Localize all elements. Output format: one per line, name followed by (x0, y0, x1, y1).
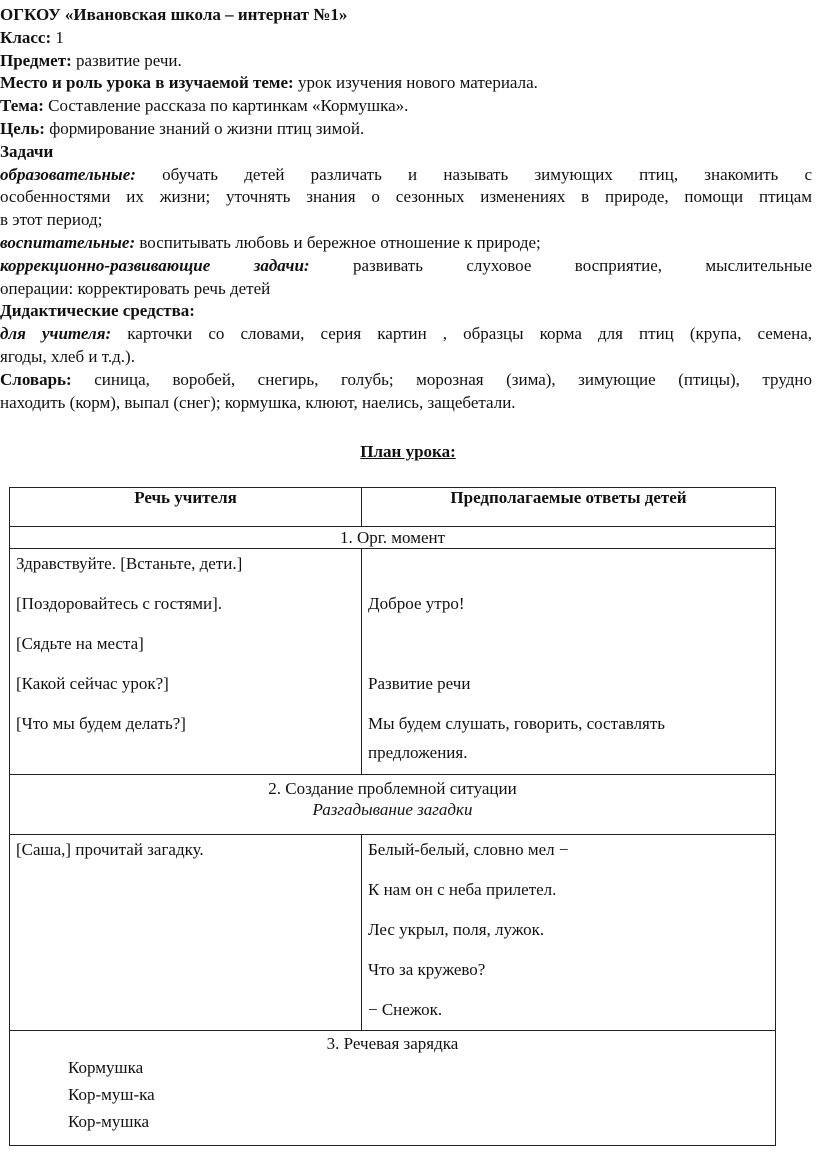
children-line: Доброе утро! (368, 594, 465, 613)
goal-value: формирование знаний о жизни птиц зимой. (49, 118, 365, 138)
riddle-line: Белый-белый, словно мел − (368, 840, 569, 859)
teacher-means-label: для учителя: (0, 324, 112, 344)
teacher-means-line1: для учителя: карточки со словами, серия картин , образцы корма для птиц (крупа, семена, (0, 324, 813, 344)
table-row (10, 549, 776, 775)
didactic-heading: Дидактические средства: (0, 301, 195, 321)
vocabulary-line2: находить (корм), выпал (снег); кормушка, клюют, наелись, защебетали. (0, 392, 516, 412)
section-title: 2. Создание проблемной ситуации (268, 779, 517, 798)
teacher-line: Здравствуйте. [Встаньте, дети.] (16, 554, 243, 573)
children-line: Развитие речи (368, 674, 471, 693)
children-line: предложения. (368, 743, 468, 762)
children-answer-cell (362, 549, 776, 775)
riddle-line: Что за кружево? (368, 960, 486, 979)
teacher-line: [Поздоровайтесь с гостями]. (16, 594, 222, 613)
section-row (10, 775, 776, 835)
teacher-line: [Саша,] прочитай загадку. (16, 840, 204, 859)
lesson-plan-table (9, 487, 776, 1146)
vocabulary-line1: Словарь: синица, воробей, снегирь, голубь; морозная (зима), зимующие (птицы), трудно (0, 369, 813, 389)
table-header-row (10, 488, 776, 527)
riddle-cell (362, 835, 776, 1031)
upbringing-task: воспитательные: воспитывать любовь и бережное отношение к природе; (0, 232, 541, 252)
correction-task-line2: операции: корректировать речь детей (0, 278, 271, 298)
warmup-word: Кор-мушка (68, 1112, 150, 1131)
children-line: Мы будем слушать, говорить, составлять (368, 714, 666, 733)
correction-task-line1: коррекционно-развивающие задачи: развивать слуховое восприятие, мыслительные (0, 255, 813, 275)
column-header-children: Предполагаемые ответы детей (362, 488, 776, 527)
place-row (0, 72, 812, 95)
topic-label: Тема: (0, 96, 44, 116)
edu-task-line2: особенностями их жизни; уточнять знания о сезонных изменениях в природе, помощи птицам (0, 187, 812, 207)
topic-value: Составление рассказа по картинкам «Кормушка». (48, 96, 409, 116)
section-title: 3. Речевая зарядка (326, 1034, 459, 1053)
school-name: ОГКОУ «Ивановская школа – интернат №1» (0, 5, 348, 24)
section-title-org: 1. Орг. момент (10, 527, 776, 549)
section-subtitle: Разгадывание загадки (312, 800, 473, 819)
teacher-line: [Сядьте на места] (16, 634, 144, 653)
table-row (10, 835, 776, 1031)
riddle-line: Лес укрыл, поля, лужок. (368, 920, 545, 939)
subject-value: развитие речи. (76, 50, 182, 70)
section-title-problem (10, 775, 776, 835)
lesson-header (0, 4, 812, 414)
edu-task-line1: образовательные: обучать детей различать и называть зимующих птиц, знакомить с (0, 164, 813, 184)
teacher-speech-cell (10, 549, 362, 775)
teacher-speech-cell (10, 835, 362, 1031)
riddle-answer: − Снежок. (368, 1000, 443, 1019)
warmup-word: Кор-муш-ка (68, 1085, 155, 1104)
teacher-line: [Что мы будем делать?] (16, 714, 186, 733)
teacher-line: [Какой сейчас урок?] (16, 674, 169, 693)
column-header-teacher: Речь учителя (10, 488, 362, 527)
correction-label: коррекционно-развивающие задачи: (0, 255, 310, 275)
teacher-means-line2: ягоды, хлеб и т.д.). (0, 346, 135, 366)
section-row (10, 527, 776, 549)
plan-title: План урока: (360, 442, 456, 461)
tasks-heading: Задачи (0, 141, 54, 161)
subject-label: Предмет: (0, 50, 72, 70)
class-value: 1 (55, 27, 64, 47)
topic-row (0, 95, 812, 118)
upbringing-label: воспитательные: (0, 232, 136, 252)
place-value: урок изучения нового материала. (297, 73, 538, 93)
riddle-line: К нам он с неба прилетел. (368, 880, 557, 899)
goal-label: Цель: (0, 118, 45, 138)
place-label: Место и роль урока в изучаемой теме: (0, 73, 294, 93)
warmup-word: Кормушка (68, 1058, 144, 1077)
edu-task-line3: в этот период; (0, 210, 103, 230)
edu-task-label: образовательные: (0, 164, 136, 184)
goal-row (0, 118, 812, 141)
section-speech-warmup (10, 1031, 776, 1146)
class-label: Класс: (0, 27, 52, 47)
class-row (0, 27, 812, 50)
section-row (10, 1031, 776, 1146)
vocabulary-label: Словарь: (0, 369, 72, 389)
subject-row (0, 50, 812, 73)
